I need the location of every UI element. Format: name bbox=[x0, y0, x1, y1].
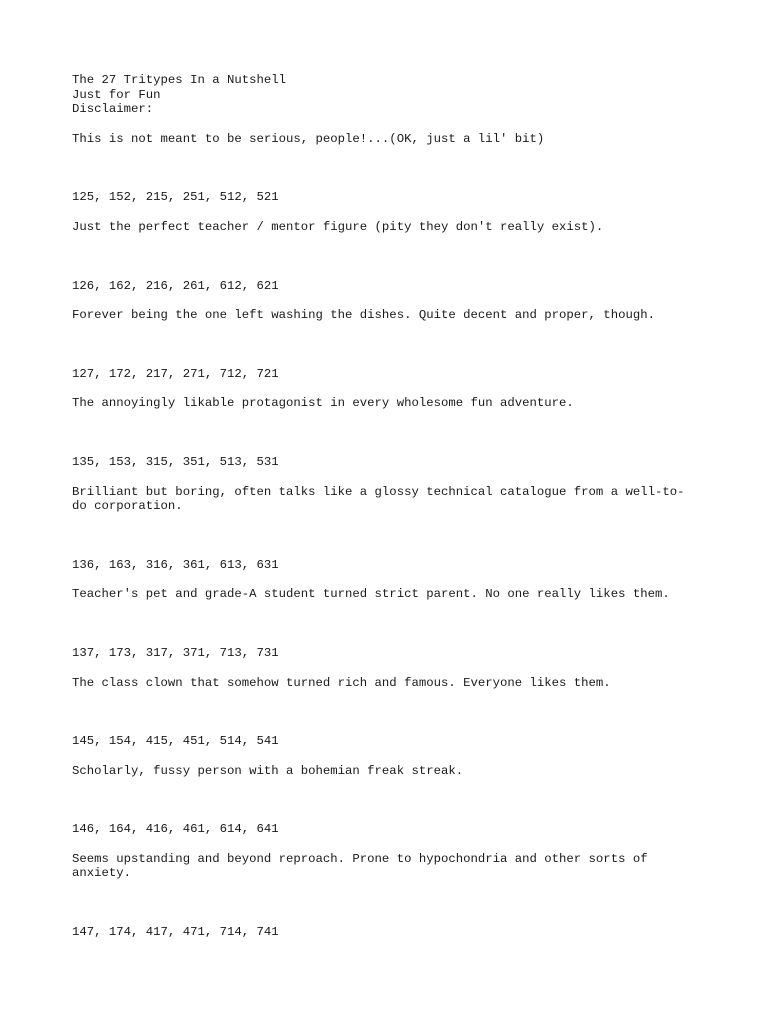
document-header bbox=[72, 73, 702, 146]
tritype-description: The annoyingly likable protagonist in every wholesome fun adventure. bbox=[72, 396, 574, 411]
tritype-codes: 145, 154, 415, 451, 514, 541 bbox=[72, 734, 279, 749]
tritype-description: The class clown that somehow turned rich and famous. Everyone likes them. bbox=[72, 675, 611, 690]
disclaimer-text: This is not meant to be serious, people!...(OK, just a lil' bit) bbox=[72, 131, 545, 146]
tritype-entry bbox=[72, 734, 702, 778]
tritype-codes: 127, 172, 217, 271, 712, 721 bbox=[72, 366, 279, 381]
tritype-codes: 126, 162, 216, 261, 612, 621 bbox=[72, 278, 279, 293]
tritype-codes: 125, 152, 215, 251, 512, 521 bbox=[72, 190, 279, 205]
tritype-codes: 136, 163, 316, 361, 613, 631 bbox=[72, 557, 279, 572]
tritype-description: Brilliant but boring, often talks like a glossy technical catalogue from a well-to- do corporation. bbox=[72, 484, 685, 514]
document-body bbox=[72, 73, 702, 940]
tritype-description: Scholarly, fussy person with a bohemian freak streak. bbox=[72, 763, 464, 778]
tritype-entry bbox=[72, 190, 702, 234]
document-subtitle: Just for Fun bbox=[72, 87, 161, 102]
tritype-entry bbox=[72, 925, 702, 940]
tritype-entry bbox=[72, 646, 702, 690]
tritype-entry bbox=[72, 558, 702, 602]
document-title: The 27 Tritypes In a Nutshell bbox=[72, 73, 287, 87]
tritype-entry bbox=[72, 455, 702, 514]
tritype-entry bbox=[72, 279, 702, 323]
tritype-description: Forever being the one left washing the dishes. Quite decent and proper, though. bbox=[72, 308, 655, 323]
tritype-description: Seems upstanding and beyond reproach. Prone to hypochondria and other sorts of anxiety. bbox=[72, 851, 648, 881]
tritype-codes: 137, 173, 317, 371, 713, 731 bbox=[72, 645, 279, 660]
tritype-description: Just the perfect teacher / mentor figure (pity they don't really exist). bbox=[72, 219, 604, 234]
tritype-entry bbox=[72, 367, 702, 411]
tritype-list bbox=[72, 190, 702, 939]
tritype-codes: 147, 174, 417, 471, 714, 741 bbox=[72, 925, 279, 940]
tritype-codes: 146, 164, 416, 461, 614, 641 bbox=[72, 822, 279, 837]
tritype-description: Teacher's pet and grade-A student turned strict parent. No one really likes them. bbox=[72, 587, 670, 602]
disclaimer-label: Disclaimer: bbox=[72, 102, 154, 117]
tritype-codes: 135, 153, 315, 351, 513, 531 bbox=[72, 454, 279, 469]
tritype-entry bbox=[72, 822, 702, 881]
